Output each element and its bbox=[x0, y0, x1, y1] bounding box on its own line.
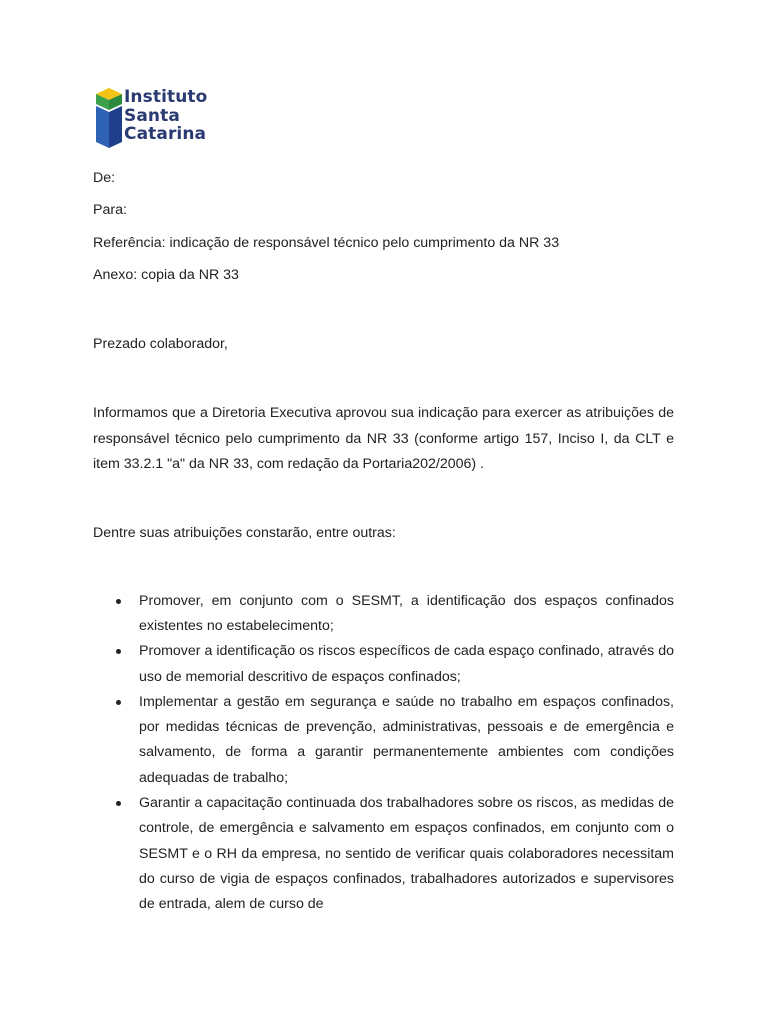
list-item: Promover, em conjunto com o SESMT, a identificação dos espaços confinados existentes no estabelecimento; bbox=[139, 589, 674, 640]
duties-list bbox=[93, 589, 674, 918]
attachment-line: Anexo: copia da NR 33 bbox=[93, 266, 239, 283]
greeting: Prezado colaborador, bbox=[93, 336, 228, 353]
logo-line-3: Catarina bbox=[124, 124, 207, 144]
from-line: De: bbox=[93, 170, 116, 186]
list-item: Implementar a gestão em segurança e saúde no trabalho em espaços confinados, por medidas técnicas de prevenção, administrativas, pessoais e de emergência e salvamento, de forma a garantir permanentemente ambientes com condições adequadas de trabalho; bbox=[139, 690, 674, 791]
institute-logo bbox=[96, 88, 236, 150]
list-item: Garantir a capacitação continuada dos trabalhadores sobre os riscos, as medidas de controle, de emergência e salvamento em espaços confinados, em conjunto com o SESMT e o RH da empresa, no sentido de verificar quais colaboradores necessitam do curso de vigia de espaços confinados, trabalhadores autorizados e supervisores de entrada, alem de curso de bbox=[139, 791, 674, 917]
logo-emblem-icon bbox=[96, 88, 122, 150]
reference-line: Referência: indicação de responsável técnico pelo cumprimento da NR 33 bbox=[93, 234, 560, 251]
duties-intro: Dentre suas atribuições constarão, entre outras: bbox=[93, 525, 396, 542]
letter-body bbox=[93, 166, 674, 918]
logo-wordmark bbox=[124, 88, 207, 144]
logo-line-1: Instituto bbox=[124, 87, 208, 107]
main-paragraph: Informamos que a Diretoria Executiva aprovou sua indicação para exercer as atribuições de responsável técnico pelo cumprimento da NR 33 (conforme artigo 157, Inciso I, da CLT e item 33.2.1 "a" da NR 33, com redação da Portaria202/2006) . bbox=[93, 405, 674, 473]
to-line: Para: bbox=[93, 202, 127, 219]
list-item: Promover a identificação os riscos específicos de cada espaço confinado, através do uso de memorial descritivo de espaços confinados; bbox=[139, 639, 674, 690]
logo-line-2: Santa bbox=[124, 105, 180, 126]
